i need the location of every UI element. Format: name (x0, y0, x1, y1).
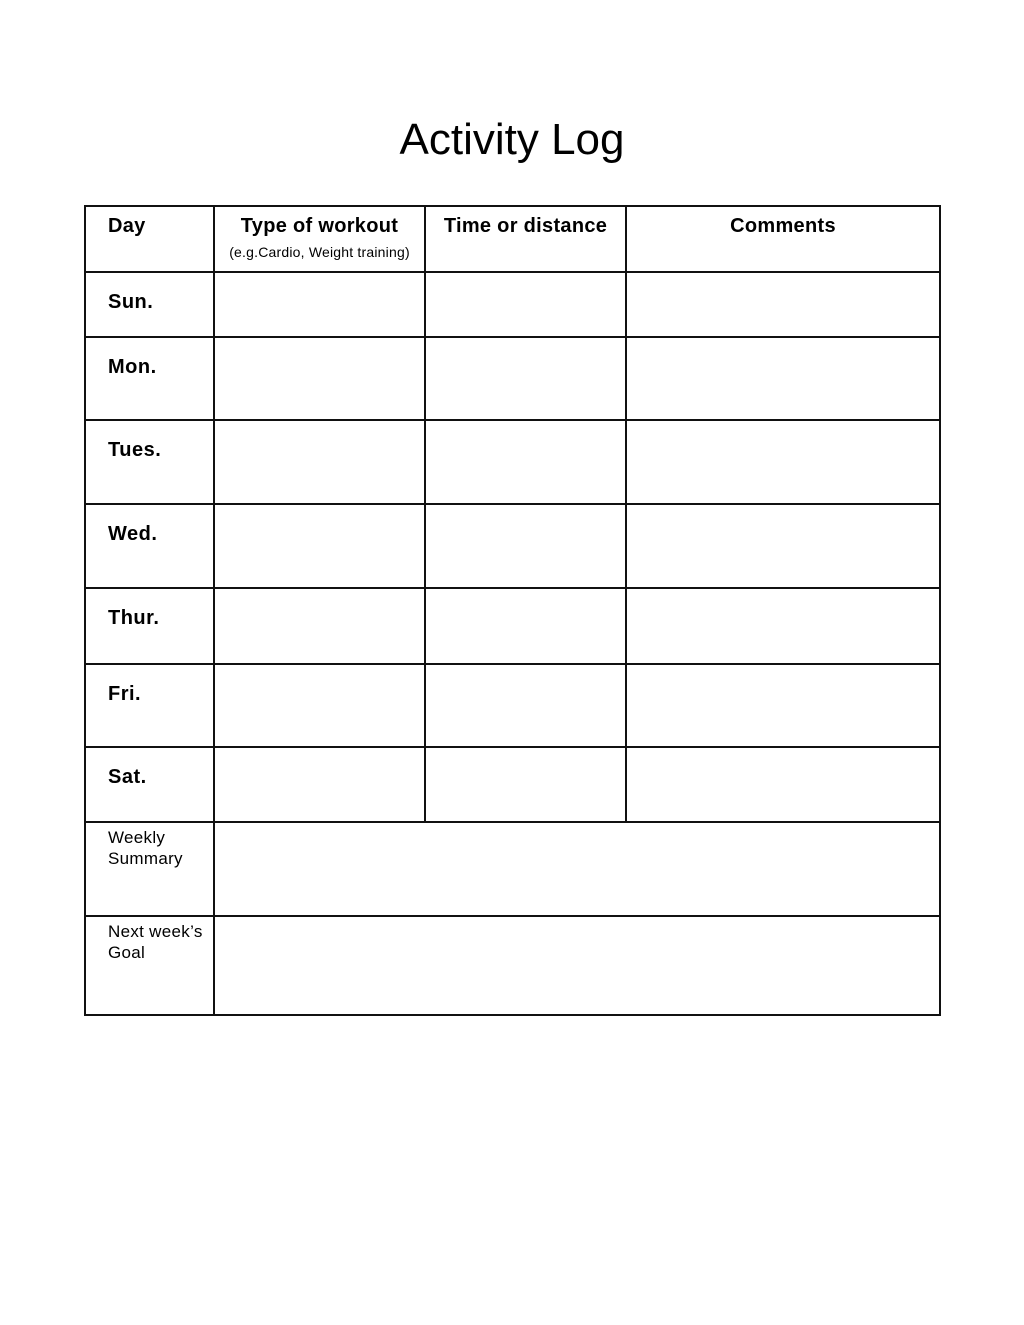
cell-sunday-comments[interactable] (626, 272, 940, 337)
day-label-wednesday: Wed. (85, 504, 214, 588)
row-saturday (85, 747, 940, 822)
day-label-friday: Fri. (85, 664, 214, 747)
cell-saturday-type[interactable] (214, 747, 425, 822)
cell-friday-comments[interactable] (626, 664, 940, 747)
cell-monday-comments[interactable] (626, 337, 940, 420)
activity-log-table (84, 205, 941, 1016)
cell-tuesday-comments[interactable] (626, 420, 940, 504)
cell-tuesday-type[interactable] (214, 420, 425, 504)
weekly-summary-field[interactable] (214, 822, 940, 916)
header-type-hint: (e.g.Cardio, Weight training) (229, 244, 410, 260)
cell-friday-time[interactable] (425, 664, 626, 747)
row-friday (85, 664, 940, 747)
cell-monday-type[interactable] (214, 337, 425, 420)
day-label-monday: Mon. (85, 337, 214, 420)
cell-wednesday-type[interactable] (214, 504, 425, 588)
row-wednesday (85, 504, 940, 588)
day-label-sunday: Sun. (85, 272, 214, 337)
header-time-or-distance: Time or distance (425, 206, 626, 272)
row-weekly-summary (85, 822, 940, 916)
header-type-of-workout (214, 206, 425, 272)
cell-sunday-type[interactable] (214, 272, 425, 337)
header-day: Day (85, 206, 214, 272)
header-row (85, 206, 940, 272)
row-monday (85, 337, 940, 420)
row-thursday (85, 588, 940, 664)
cell-thursday-comments[interactable] (626, 588, 940, 664)
cell-saturday-time[interactable] (425, 747, 626, 822)
row-sunday (85, 272, 940, 337)
weekly-summary-label-line2: Summary (108, 849, 183, 868)
header-comments: Comments (626, 206, 940, 272)
header-type-label: Type of workout (240, 215, 399, 237)
row-tuesday (85, 420, 940, 504)
page-title: Activity Log (399, 115, 625, 164)
next-week-goal-label-line2: Goal (108, 943, 146, 962)
cell-sunday-time[interactable] (425, 272, 626, 337)
next-week-goal-label (85, 916, 214, 1015)
weekly-summary-label-line1: Weekly (108, 828, 166, 847)
cell-friday-type[interactable] (214, 664, 425, 747)
day-label-tuesday: Tues. (85, 420, 214, 504)
next-week-goal-label-line1: Next week’s (108, 922, 203, 941)
weekly-summary-label (85, 822, 214, 916)
cell-thursday-time[interactable] (425, 588, 626, 664)
cell-monday-time[interactable] (425, 337, 626, 420)
day-label-thursday: Thur. (85, 588, 214, 664)
cell-tuesday-time[interactable] (425, 420, 626, 504)
cell-wednesday-comments[interactable] (626, 504, 940, 588)
row-next-week-goal (85, 916, 940, 1015)
next-week-goal-field[interactable] (214, 916, 940, 1015)
cell-saturday-comments[interactable] (626, 747, 940, 822)
day-label-saturday: Sat. (85, 747, 214, 822)
cell-wednesday-time[interactable] (425, 504, 626, 588)
cell-thursday-type[interactable] (214, 588, 425, 664)
